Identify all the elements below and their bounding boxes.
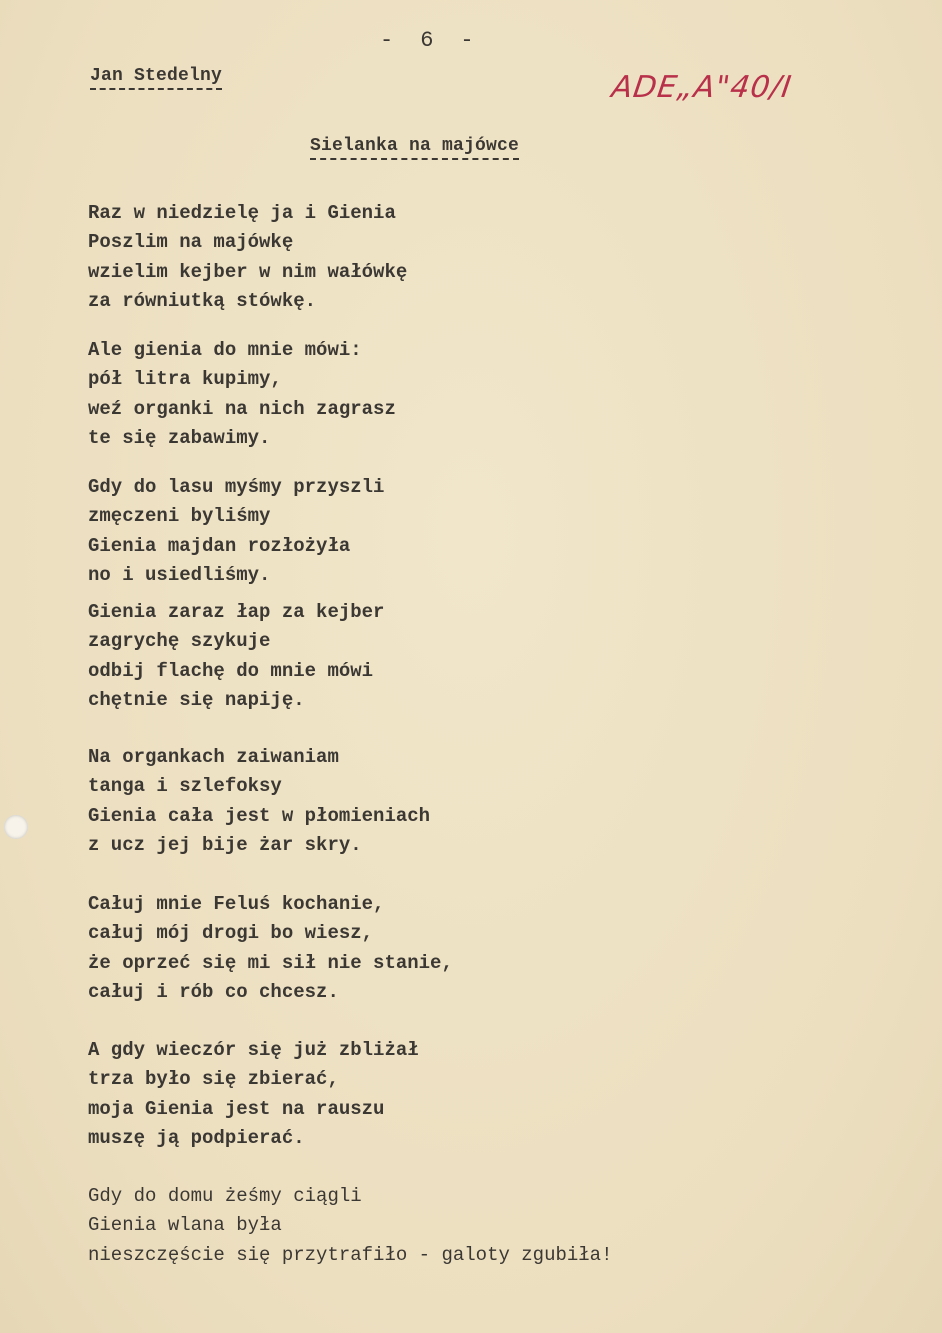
verse-line: Poszlim na majówkę [88, 231, 294, 254]
verse-line: moja Gienia jest na rauszu [88, 1097, 385, 1120]
verse-line: Na organkach zaiwaniam [88, 746, 339, 768]
verse-line: Gdy do domu żeśmy ciągli [88, 1185, 362, 1207]
stanza-7 [88, 1036, 419, 1153]
verse-line: no i usiedliśmy. [88, 563, 271, 586]
verse-line: Gienia majdan rozłożyła [88, 534, 351, 557]
punch-hole [4, 815, 28, 839]
verse-line: pół litra kupimy, [88, 368, 282, 391]
verse-line: całuj i rób co chcesz. [88, 980, 339, 1003]
stanza-2 [88, 336, 396, 453]
verse-line: weź organki na nich zagrasz [88, 397, 396, 420]
verse-line: za równiutką stówkę. [88, 289, 317, 312]
verse-line: Gienia wlana była [88, 1214, 282, 1237]
verse-line: Raz w niedzielę ja i Gienia [88, 202, 396, 224]
author-name: Jan Stedelny [90, 66, 222, 90]
verse-line: zmęczeni byliśmy [88, 505, 271, 528]
stanza-4 [88, 598, 384, 715]
verse-line: Ale gienia do mnie mówi: [88, 339, 362, 361]
verse-line: zagrychę szykuje [88, 630, 271, 653]
verse-line: Gienia zaraz łap za kejber [88, 601, 385, 623]
verse-line: Całuj mnie Feluś kochanie, [88, 893, 385, 915]
stanza-1 [88, 199, 407, 316]
poem-title: Sielanka na majówce [310, 136, 519, 160]
page-number: - 6 - [380, 28, 474, 53]
verse-line: trza było się zbierać, [88, 1068, 339, 1091]
verse-line: odbij flachę do mnie mówi [88, 659, 374, 682]
stanza-6 [88, 890, 453, 1007]
stanza-8 [88, 1182, 613, 1270]
verse-line: wzielim kejber w nim wałówkę [88, 260, 408, 283]
stanza-3 [88, 473, 384, 590]
verse-line: z ucz jej bije żar skry. [88, 833, 362, 856]
verse-line: że oprzeć się mi sił nie stanie, [88, 951, 453, 974]
archive-mark-handwritten: ADE„A"40/I [609, 70, 795, 105]
verse-line: chętnie się napiję. [88, 688, 305, 711]
verse-line: Gdy do lasu myśmy przyszli [88, 476, 385, 498]
verse-line: całuj mój drogi bo wiesz, [88, 922, 374, 945]
verse-line: nieszczęście się przytrafiło - galoty zgubiła! [88, 1243, 613, 1266]
verse-line: Gienia cała jest w płomieniach [88, 804, 431, 827]
verse-line: muszę ją podpierać. [88, 1126, 305, 1149]
verse-line: tanga i szlefoksy [88, 775, 282, 798]
verse-line: A gdy wieczór się już zbliżał [88, 1039, 419, 1061]
verse-line: te się zabawimy. [88, 426, 271, 449]
stanza-5 [88, 743, 430, 860]
